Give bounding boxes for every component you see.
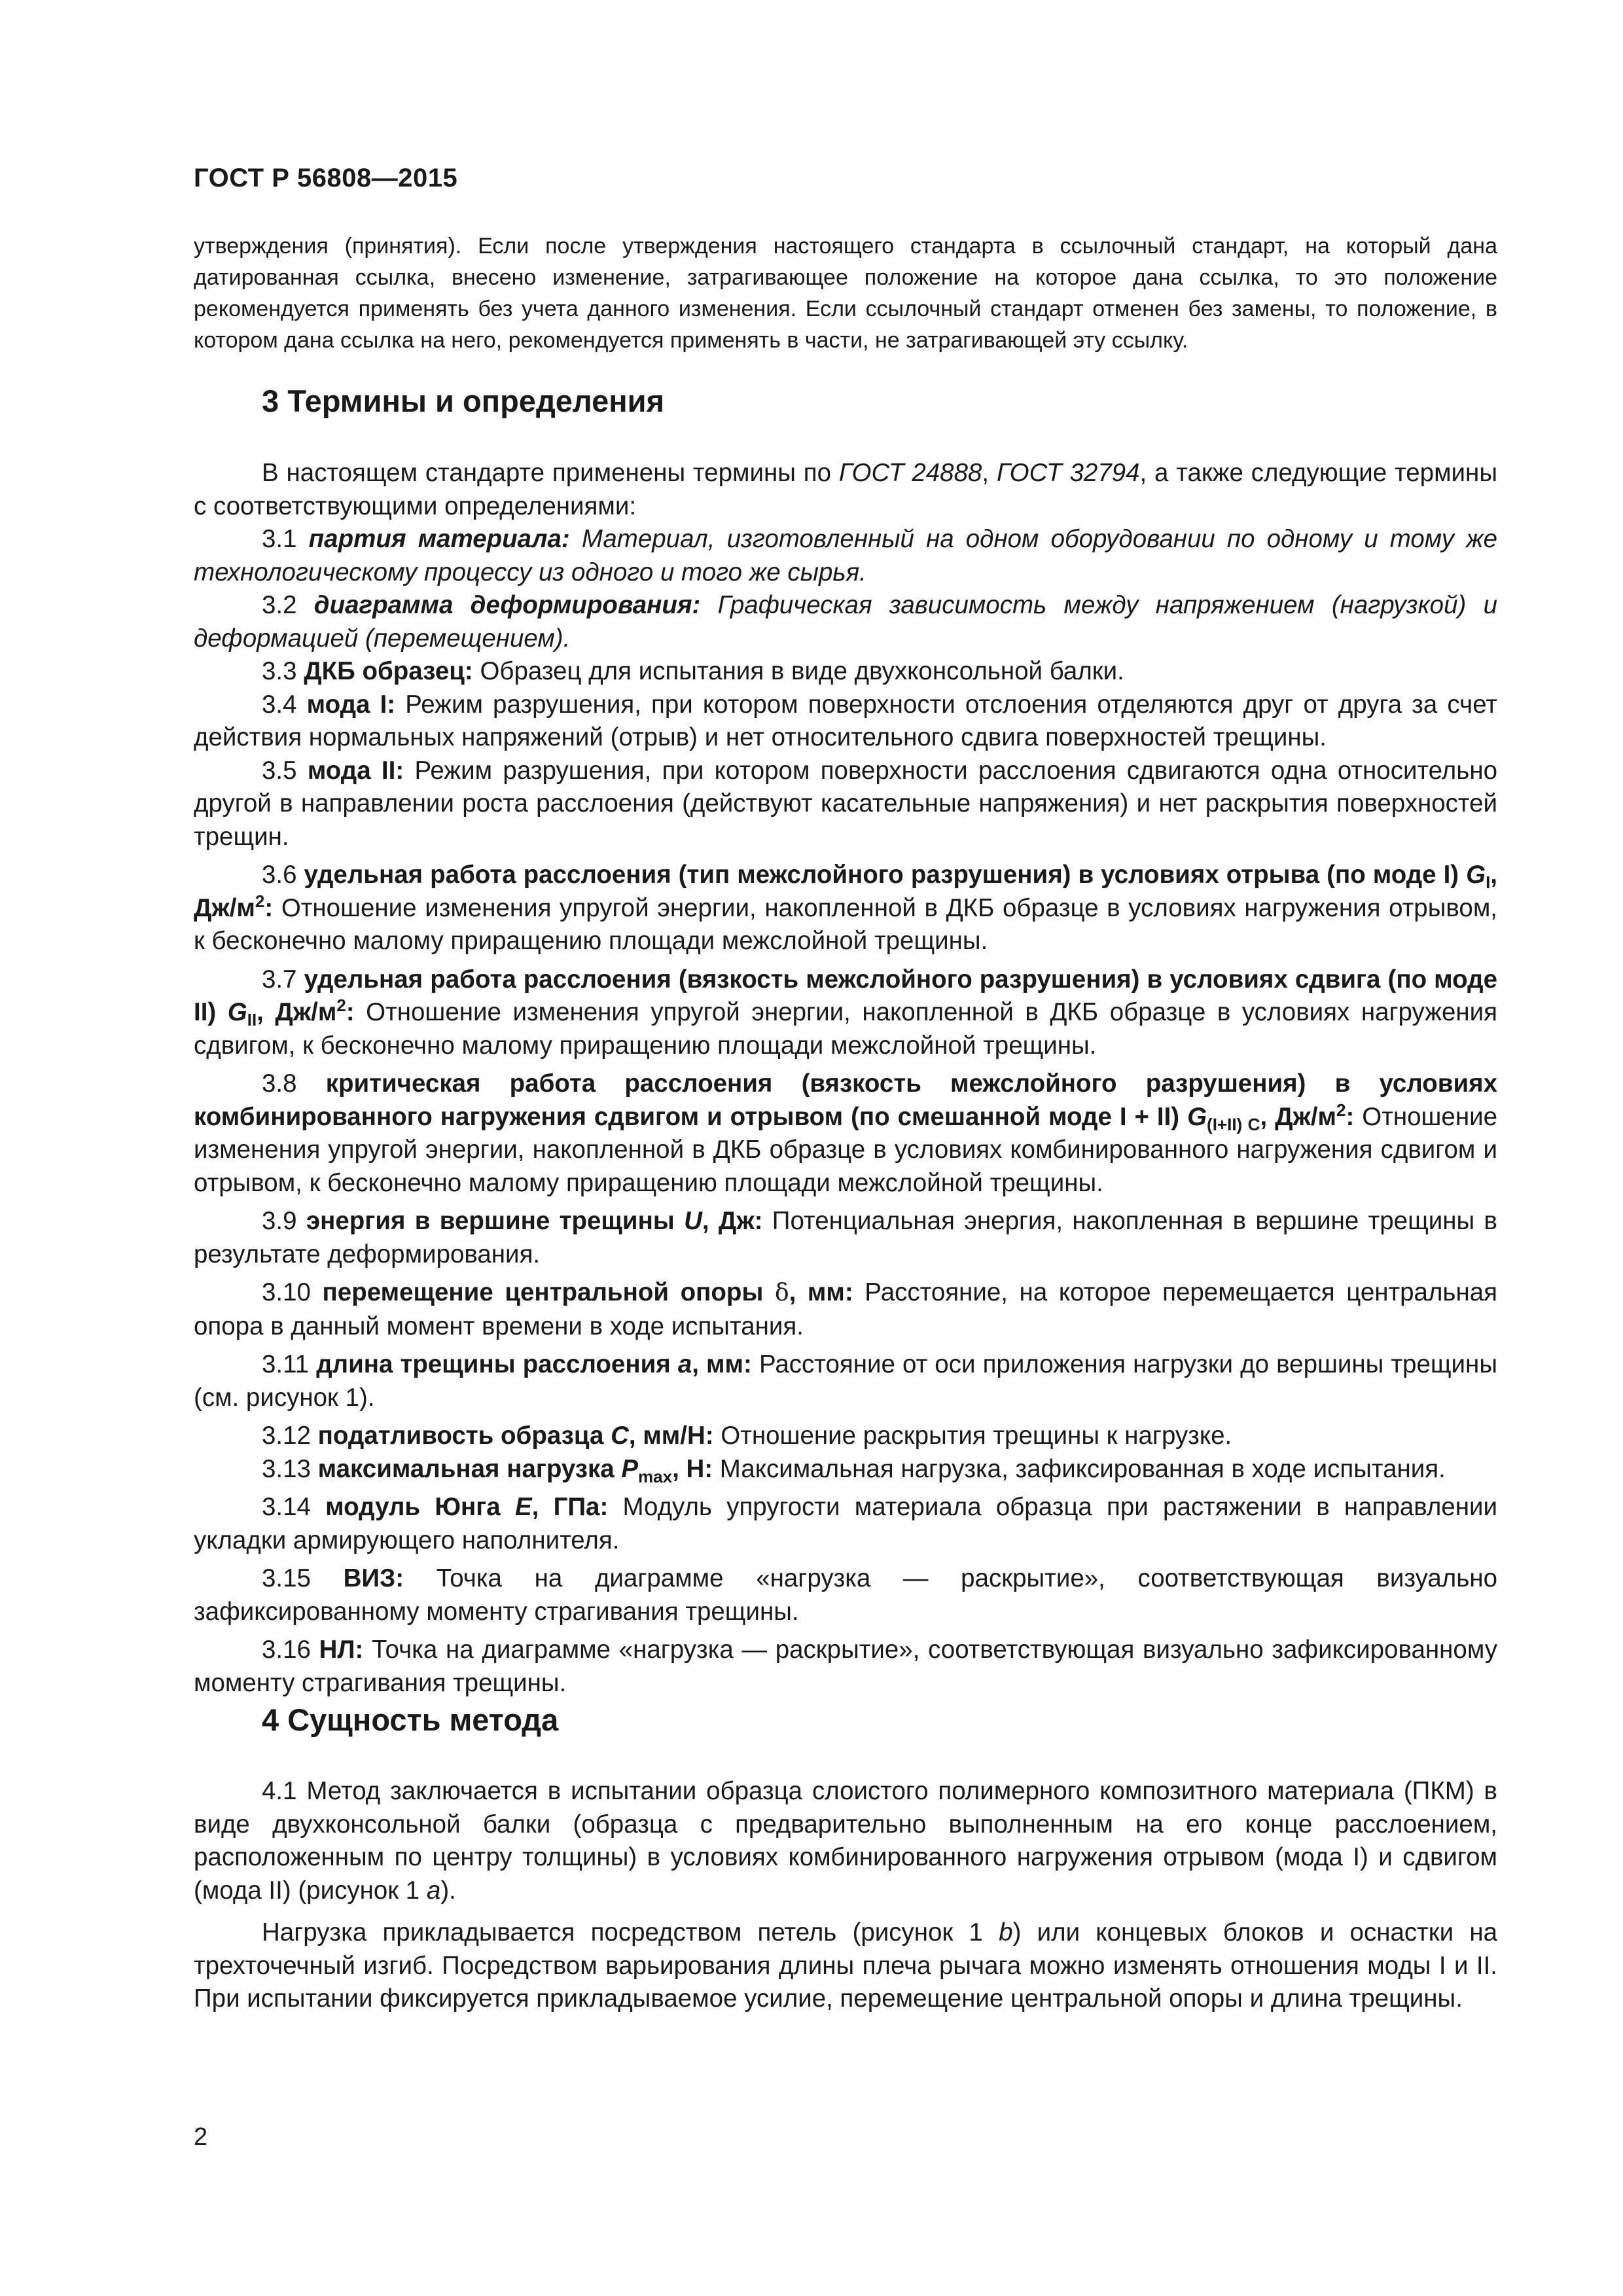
term-3-11: 3.11 длина трещины расслоения a, мм: Расстояние от оси приложения нагрузки до вершины трещины (см. рисунок 1).: [194, 1350, 1497, 1412]
term-3-10: 3.10 перемещение центральной опоры δ, мм: Расстояние, на которое перемещается центральная опора в данный момент времени в ходе испытания.: [194, 1278, 1497, 1340]
term-3-16: 3.16 НЛ: Точка на диаграмме «нагрузка — раскрытие», соответствующая визуально зафиксированному моменту страгивания трещины.: [194, 1636, 1497, 1697]
term-3-5: 3.5 мода II: Режим разрушения, при котором поверхности расслоения сдвигаются одна относительно другой в направлении роста расслоения (действуют касательные напряжения) и нет раскрытия поверхностей трещин.: [194, 756, 1497, 851]
intro-paragraph: утверждения (принятия). Если после утверждения настоящего стандарта в ссылочный стандарт, на который дана датированная ссылка, внесено изменение, затрагивающее положение на которое дана ссылка, то это положение рекомендуется применять без учета данного изменения. Если ссылочный стандарт отменен без замены, то положение, в котором дана ссылка на него, рекомендуется применять в части, не затрагивающей эту ссылку.: [194, 234, 1497, 353]
term-3-4: 3.4 мода I: Режим разрушения, при котором поверхности отслоения отделяются друг от друга за счет действия нормальных напряжений (отрыв) и нет относительного сдвига поверхностей трещины.: [194, 690, 1497, 751]
section-3-intro: В настоящем стандарте применены термины по ГОСТ 24888, ГОСТ 32794, а также следующие термины с соответствующими определениями:: [194, 459, 1497, 520]
term-3-3: 3.3 ДКБ образец: Образец для испытания в виде двухконсольной балки.: [262, 657, 1124, 685]
section-4-body: [194, 1775, 1497, 2016]
term-3-13: 3.13 максимальная нагрузка $P_{max}$, Н: Максимальная нагрузка, зафиксированная в ходе испытания.: [262, 1454, 1446, 1486]
term-3-7: 3.7 удельная работа расслоения (вязкость межслойного разрушения) в условиях сдвига (по моде II) $G_{II}$, $Дж/м^2$: Отношение изменения упругой энергии, накопленной в ДКБ образце в условиях нагружения сдвигом, к бесконечно малому приращению площади межслойной трещины.: [194, 965, 1497, 1060]
term-3-6: 3.6 удельная работа расслоения (тип межслойного разрушения) в условиях отрыва (по моде I) $G_I$, $Дж/м^2$: Отношение изменения упругой энергии, накопленной в ДКБ образце в условиях нагружения отрывом, к бесконечно малому приращению площади межслойной трещины.: [194, 861, 1497, 955]
term-3-14: 3.14 модуль Юнга E, ГПа: Модуль упругости материала образца при растяжении в направлении укладки армирующего наполнителя.: [194, 1493, 1497, 1554]
document-header: ГОСТ Р 56808—2015: [194, 164, 458, 192]
term-3-8: 3.8 критическая работа расслоения (вязкость межслойного разрушения) в условиях комбинированного нагружения сдвигом и отрывом (по смешанной моде I + II) $G_{(I+II) C}$, $Дж/м^2$: Отношение изменения упругой энергии, накопленной в ДКБ образце в условиях комбинированного нагружения сдвигом и отрывом, к бесконечно малому приращению площади межслойной трещины.: [194, 1069, 1497, 1197]
term-3-9: 3.9 энергия в вершине трещины U, Дж: Потенциальная энергия, накопленная в вершине трещины в результате деформирования.: [194, 1207, 1497, 1268]
section-3-heading: 3 Термины и определения: [262, 384, 664, 418]
term-3-15: 3.15 ВИЗ: Точка на диаграмме «нагрузка — раскрытие», соответствующая визуально зафиксированному моменту страгивания трещины.: [194, 1564, 1497, 1626]
page-number: 2: [194, 2123, 208, 2151]
term-3-1: 3.1 партия материала: Материал, изготовленный на одном оборудовании по одному и тому же технологическому процессу из одного и того же сырья.: [194, 525, 1498, 586]
term-3-12: 3.12 податливость образца C, мм/Н: Отношение раскрытия трещины к нагрузке.: [262, 1422, 1232, 1450]
term-3-2: 3.2 диаграмма деформирования: Графическая зависимость между напряжением (нагрузкой) и деформацией (перемещением).: [194, 591, 1498, 653]
section-4-heading: 4 Сущность метода: [262, 1702, 559, 1737]
paragraph-4-1-load: Нагрузка прикладывается посредством петель (рисунок 1 b) или концевых блоков и оснастки на трехточечный изгиб. Посредством варьирования длины плеча рычага можно изменять отношения моды I и II. При испытании фиксируется прикладываемое усилие, перемещение центральной опоры и длина трещины.: [194, 1918, 1497, 2013]
paragraph-4-1: 4.1 Метод заключается в испытании образца слоистого полимерного композитного материала (ПКМ) в виде двухконсольной балки (образца с предварительно выполненным на его конце расслоением, расположенным по центру толщины) в условиях комбинированного нагружения отрывом (мода I) и сдвигом (мода II) (рисунок 1 а).: [194, 1777, 1497, 1905]
section-3-body: [194, 457, 1497, 1700]
